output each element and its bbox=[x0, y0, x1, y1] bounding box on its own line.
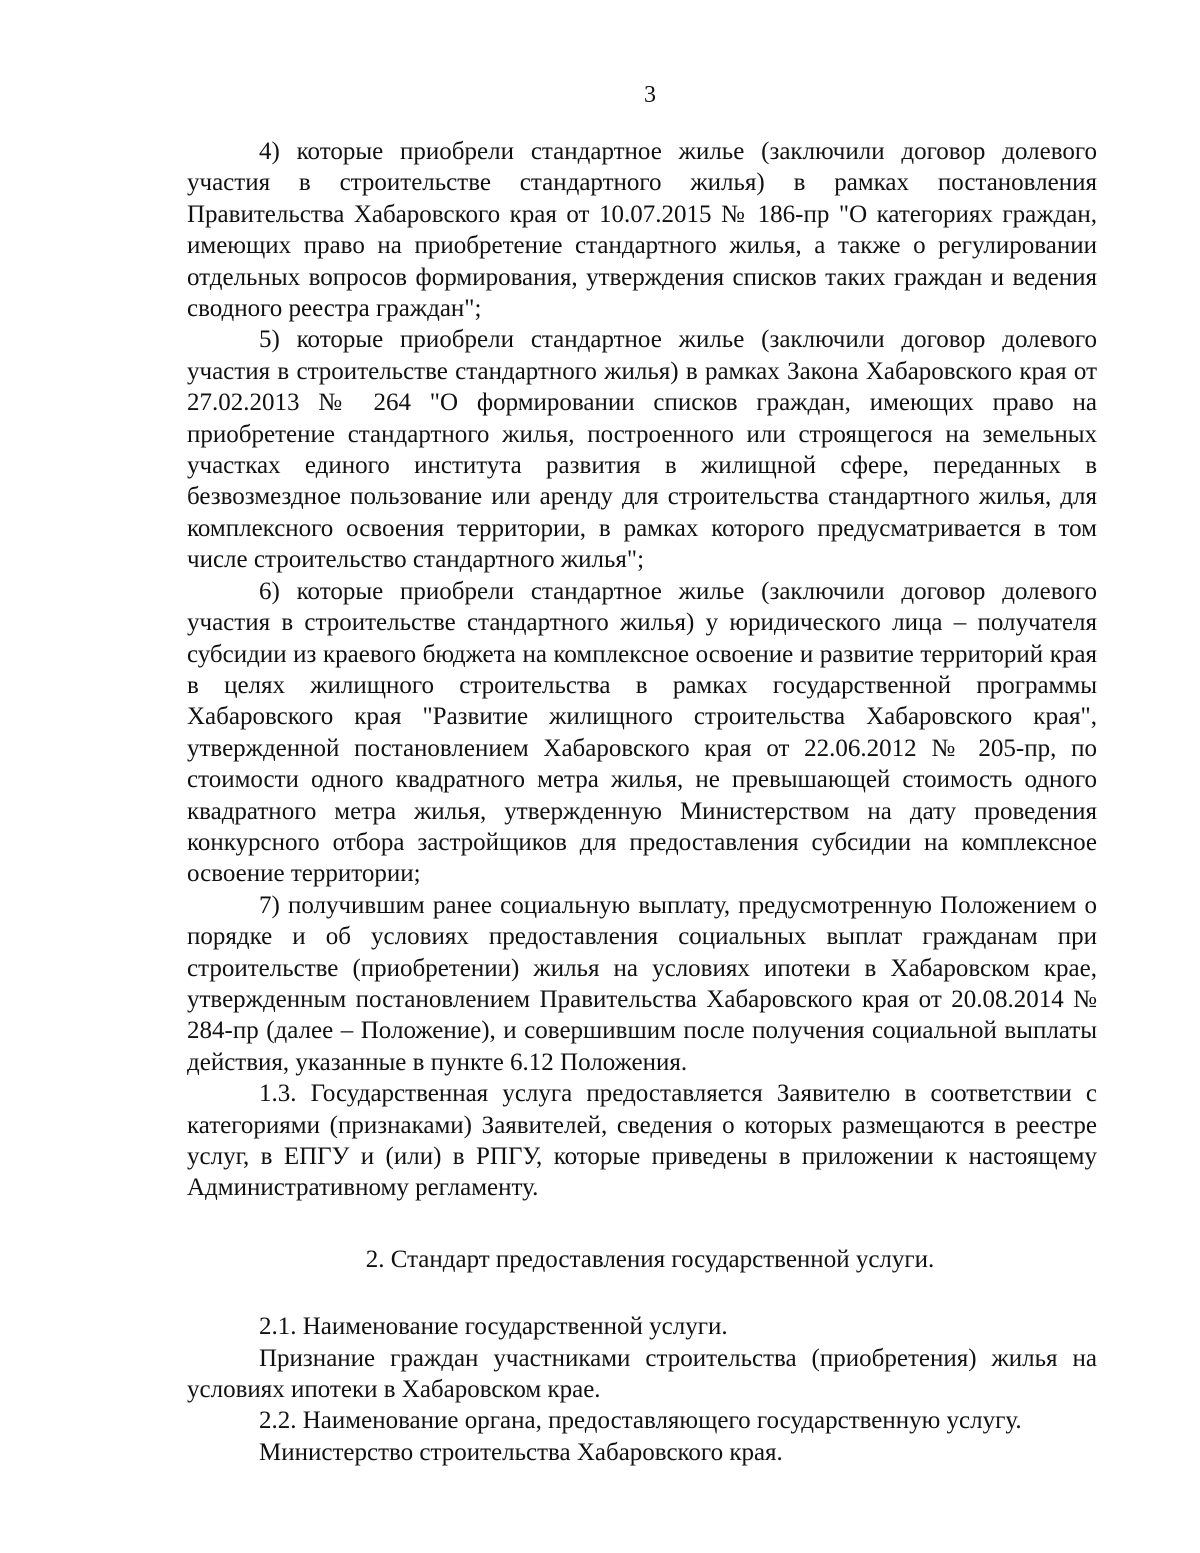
paragraph-2-1-text: Признание граждан участниками строительства (приобретения) жилья на условиях ипотеки в Хабаровском крае. bbox=[187, 1344, 1097, 1404]
paragraph-1-3: 1.3. Государственная услуга предоставляется Заявителю в соответствии с категориями (признаками) Заявителей, сведения о которых размещаются в реестре услуг, в ЕПГУ и (или) в РПГУ, которые приведены в приложении к настоящему Административному регламенту. bbox=[187, 1080, 1097, 1202]
paragraph-item-5: 5) которые приобрели стандартное жилье (заключили договор долевого участия в строительстве стандартного жилья) в рамках Закона Хабаровского края от 27.02.2013 № 264 "О формировании списков граждан, имеющих право на приобретение стандартного жилья, построенного или строящегося на земельных участках единого института развития в жилищной сфере, переданных в безвозмездное пользование или аренду для строительства стандартного жилья, для комплексного освоения территории, в рамках которого предусматривается в том числе строительство стандартного жилья"; bbox=[187, 326, 1097, 574]
paragraph-item-6: 6) которые приобрели стандартное жилье (заключили договор долевого участия в строительстве стандартного жилья) у юридического лица – получателя субсидии из краевого бюджета на комплексное освоение и развитие территорий края в целях жилищного строительства в рамках государственной программы Хабаровского края "Развитие жилищного строительства Хабаровского края", утвержденной постановлением Хабаровского края от 22.06.2012 № 205-пр, по стоимости одного квадратного метра жилья, не превышающей стоимость одного квадратного метра жилья, утвержденную Министерством на дату проведения конкурсного отбора застройщиков для предоставления субсидии на комплексное освоение территории; bbox=[187, 577, 1097, 888]
paragraph-2-1-title: 2.1. Наименование государственной услуги. bbox=[259, 1313, 728, 1341]
paragraph-item-4: 4) которые приобрели стандартное жилье (заключили договор долевого участия в строительстве стандартного жилья) в рамках постановления Правительства Хабаровского края от 10.07.2015 № 186-пр "О категориях граждан, имеющих право на приобретение стандартного жилья, а также о регулировании отдельных вопросов формирования, утверждения списков таких граждан и ведения сводного реестра граждан"; bbox=[187, 138, 1097, 323]
paragraph-2-2-text: Министерство строительства Хабаровского края. bbox=[259, 1438, 783, 1466]
paragraph-item-7: 7) получившим ранее социальную выплату, предусмотренную Положением о порядке и об условиях предоставления социальных выплат гражданам при строительстве (приобретении) жилья на условиях ипотеки в Хабаровском крае, утвержденным постановлением Правительства Хабаровского края от 20.08.2014 № 284-пр (далее – Положение), и совершившим после получения социальной выплаты действия, указанные в пункте 6.12 Положения. bbox=[187, 891, 1097, 1076]
page-number: 3 bbox=[644, 82, 656, 108]
section-heading: 2. Стандарт предоставления государственной услуги. bbox=[365, 1245, 935, 1273]
paragraph-2-2-title: 2.2. Наименование органа, предоставляющего государственную услугу. bbox=[259, 1407, 1022, 1435]
document-body bbox=[187, 136, 1097, 1468]
